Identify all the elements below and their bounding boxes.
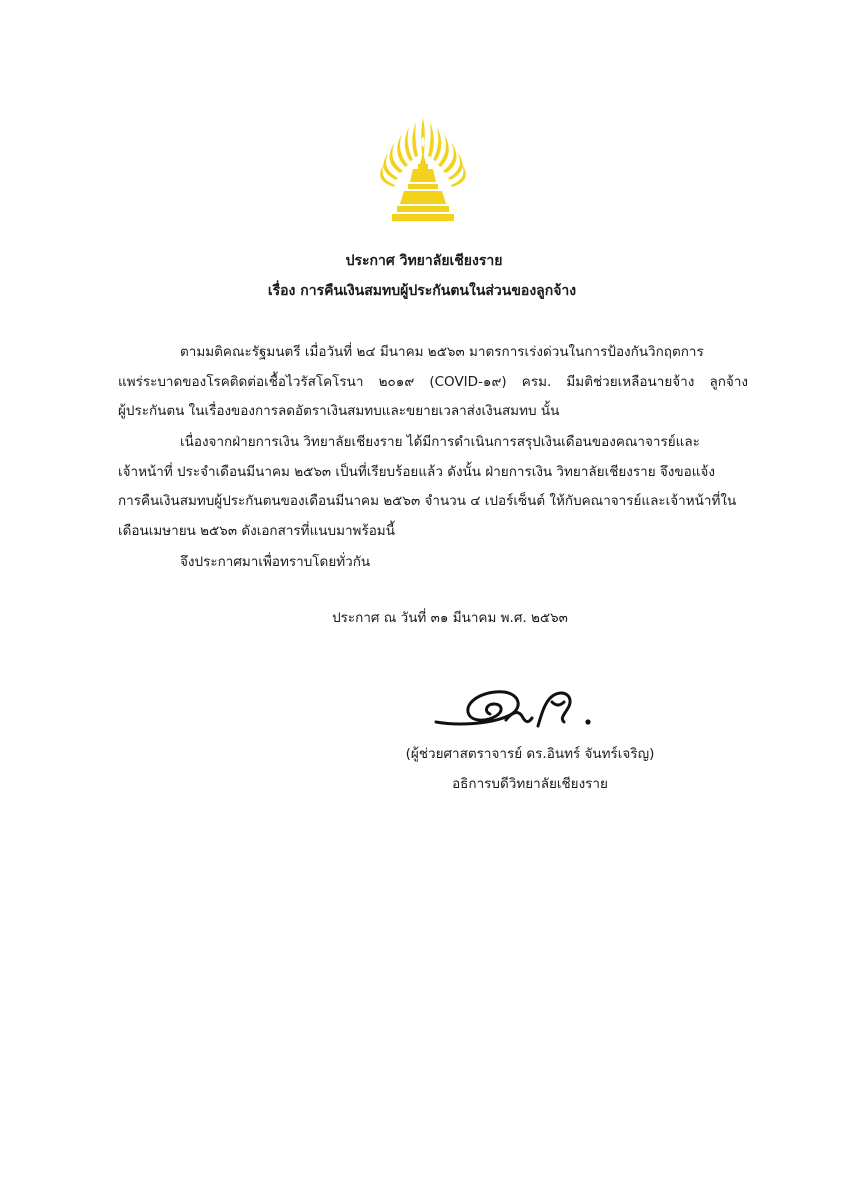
college-logo xyxy=(364,112,482,230)
handwritten-signature xyxy=(428,682,618,734)
body-paragraph-1 xyxy=(118,338,748,427)
announcement-date: ประกาศ ณ วันที่ ๓๑ มีนาคม พ.ศ. ๒๕๖๓ xyxy=(332,610,568,626)
paragraph-line: ผู้ประกันตน ในเรื่องของการลดอัตราเงินสมทบและขยายเวลาส่งเงินสมทบ นั้น xyxy=(118,403,560,419)
signatory-title: อธิการบดีวิทยาลัยเชียงราย xyxy=(452,775,608,792)
announcement-title: ประกาศ วิทยาลัยเชียงราย xyxy=(345,253,503,269)
logo-pagoda xyxy=(392,152,454,221)
paragraph-line: การคืนเงินสมทบผู้ประกันตนของเดือนมีนาคม ๒๕๖๓ จำนวน ๔ เปอร์เซ็นต์ ให้กับคณาจารย์และเจ้าหน้าที่ใน xyxy=(118,493,737,509)
paragraph-line: เนื่องจากฝ่ายการเงิน วิทยาลัยเชียงราย ได้มีการดำเนินการสรุปเงินเดือนของคณาจารย์และ xyxy=(180,434,700,450)
signatory-name: (ผู้ช่วยศาสตราจารย์ ดร.อินทร์ จันทร์เจริญ) xyxy=(405,746,655,762)
announcement-subject: เรื่อง การคืนเงินสมทบผู้ประกันตนในส่วนของลูกจ้าง xyxy=(267,283,577,299)
paragraph-line: เดือนเมษายน ๒๕๖๓ ดังเอกสารที่แนบมาพร้อมนี้ xyxy=(118,522,395,539)
paragraph-line: แพร่ระบาดของโรคติดต่อเชื้อไวรัสโคโรนา ๒๐๑๙ (COVID-๑๙) ครม. มีมติช่วยเหลือนายจ้าง ลูกจ้าง xyxy=(118,373,748,390)
logo-flame xyxy=(421,137,424,147)
closing-statement: จึงประกาศมาเพื่อทราบโดยทั่วกัน xyxy=(180,554,371,570)
body-paragraph-2 xyxy=(118,428,748,546)
paragraph-line: เจ้าหน้าที่ ประจำเดือนมีนาคม ๒๕๖๓ เป็นที่เรียบร้อยแล้ว ดังนั้น ฝ่ายการเงิน วิทยาลัยเชียงราย จึงขอแจ้ง xyxy=(118,463,715,480)
paragraph-line: ตามมติคณะรัฐมนตรี เมื่อวันที่ ๒๔ มีนาคม ๒๕๖๓ มาตรการเร่งด่วนในการป้องกันวิกฤตการ xyxy=(180,344,704,360)
signatory-block xyxy=(388,740,672,799)
announcement-header xyxy=(0,246,848,306)
